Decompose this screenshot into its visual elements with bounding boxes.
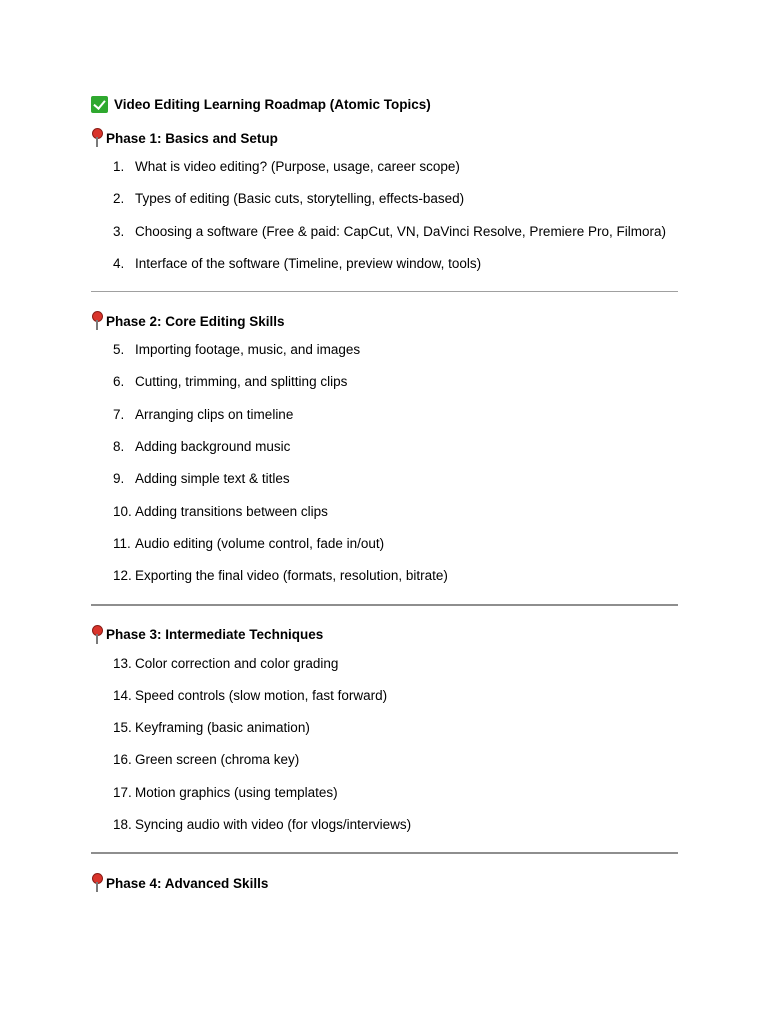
list-item	[91, 567, 678, 599]
item-text: Arranging clips on timeline	[135, 406, 294, 422]
round-pushpin-icon	[91, 625, 103, 645]
document-page	[91, 92, 678, 903]
phase-2-topic-list	[91, 341, 678, 599]
list-item	[91, 503, 678, 535]
item-text: What is video editing? (Purpose, usage, career scope)	[135, 159, 460, 174]
item-number: 7.	[113, 406, 125, 422]
list-item	[91, 535, 678, 567]
phase-2-heading	[91, 309, 678, 333]
item-text: Speed controls (slow motion, fast forward)	[135, 687, 388, 703]
list-item	[91, 784, 678, 816]
item-text: Keyframing (basic animation)	[135, 720, 310, 736]
item-number: 15.	[113, 720, 132, 736]
item-number: 4.	[113, 255, 125, 271]
item-number: 3.	[113, 223, 125, 239]
list-item	[91, 470, 678, 502]
item-number: 18.	[113, 817, 132, 833]
item-number: 11.	[113, 535, 131, 551]
item-text: Choosing a software (Free & paid: CapCut, VN, DaVinci Resolve, Premiere Pro, Filmora)	[135, 223, 666, 239]
phase-4-heading	[91, 871, 678, 895]
phase-3-heading	[91, 623, 678, 647]
check-mark-button-icon	[91, 96, 108, 113]
list-item	[91, 255, 678, 287]
item-number: 10.	[113, 503, 132, 519]
phase-heading-text: Phase 1: Basics and Setup	[106, 130, 278, 146]
item-text: Motion graphics (using templates)	[135, 784, 338, 800]
list-item	[91, 373, 678, 405]
item-number: 13.	[113, 655, 132, 671]
item-text: Adding background music	[135, 439, 291, 455]
phase-1-topic-list	[91, 158, 678, 287]
item-text: Green screen (chroma key)	[135, 752, 300, 768]
phase-heading-text: Phase 2: Core Editing Skills	[106, 313, 285, 329]
item-text: Adding transitions between clips	[135, 503, 328, 519]
item-number: 16.	[113, 752, 132, 768]
item-number: 9.	[113, 471, 125, 487]
item-text: Syncing audio with video (for vlogs/interviews)	[135, 817, 412, 833]
item-text: Color correction and color grading	[135, 655, 339, 671]
item-number: 6.	[113, 374, 125, 390]
list-item	[91, 341, 678, 373]
phase-1-heading	[91, 126, 678, 150]
item-number: 2.	[113, 191, 125, 207]
list-item	[91, 190, 678, 222]
item-number: 17.	[113, 784, 132, 800]
item-number: 12.	[113, 568, 132, 584]
document-title-row	[91, 92, 678, 116]
round-pushpin-icon	[91, 311, 103, 331]
item-text: Audio editing (volume control, fade in/out)	[135, 535, 385, 551]
item-number: 8.	[113, 439, 125, 455]
item-text: Adding simple text & titles	[135, 471, 290, 487]
phase-heading-text: Phase 3: Intermediate Techniques	[106, 627, 324, 643]
item-number: 14.	[113, 687, 132, 703]
round-pushpin-icon	[91, 128, 103, 148]
document-title: Video Editing Learning Roadmap (Atomic Topics)	[114, 96, 431, 112]
item-text: Importing footage, music, and images	[135, 342, 361, 358]
list-item	[91, 655, 678, 687]
item-number: 5.	[113, 342, 125, 358]
list-item	[91, 719, 678, 751]
list-item	[91, 751, 678, 783]
list-item	[91, 158, 678, 190]
item-text: Interface of the software (Timeline, preview window, tools)	[135, 255, 482, 271]
item-text: Cutting, trimming, and splitting clips	[135, 374, 348, 390]
item-number: 1.	[113, 159, 125, 174]
list-item	[91, 406, 678, 438]
list-item	[91, 816, 678, 848]
item-text: Exporting the final video (formats, resolution, bitrate)	[135, 568, 448, 584]
round-pushpin-icon	[91, 873, 103, 893]
phase-heading-text: Phase 4: Advanced Skills	[106, 875, 269, 891]
item-text: Types of editing (Basic cuts, storytelling, effects-based)	[135, 191, 465, 207]
list-item	[91, 438, 678, 470]
phase-3-topic-list	[91, 655, 678, 849]
list-item	[91, 223, 678, 255]
list-item	[91, 687, 678, 719]
